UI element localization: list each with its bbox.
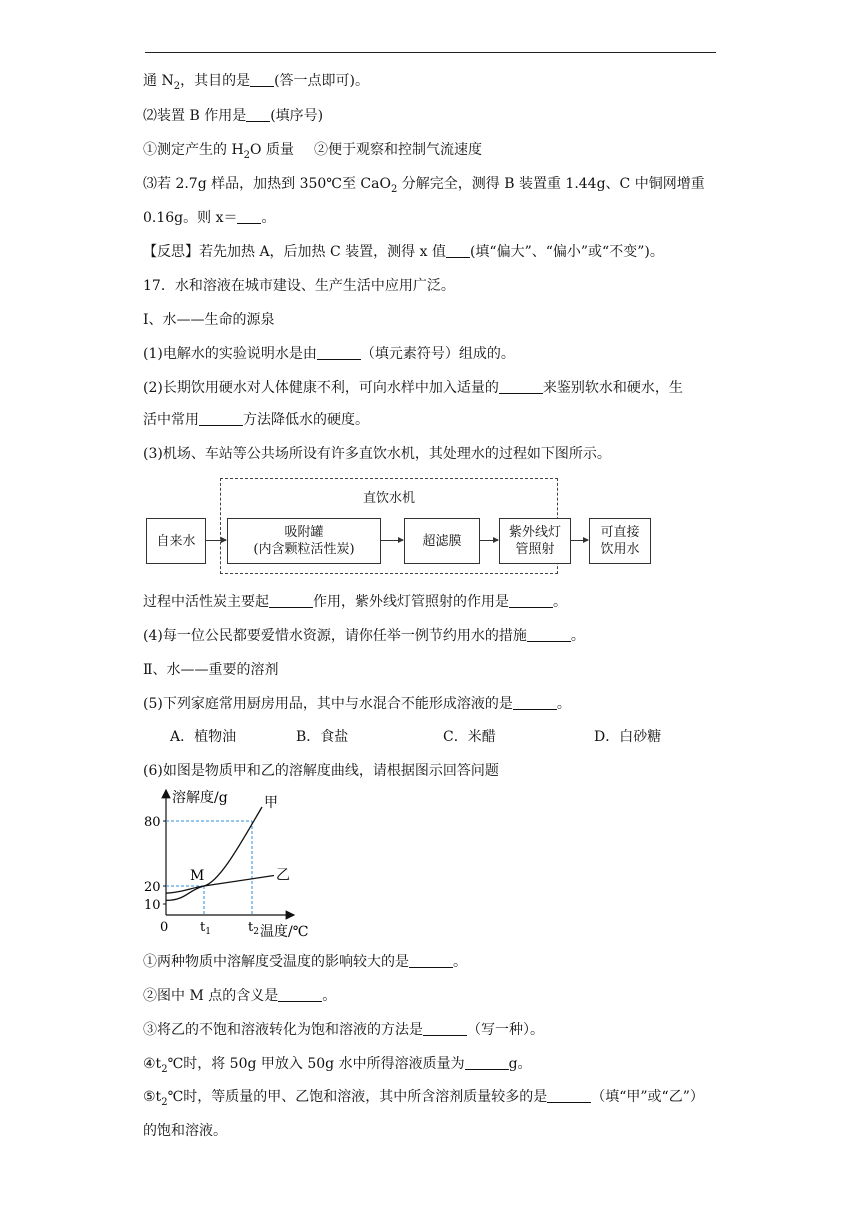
point-m-label: M <box>190 868 205 884</box>
option-a[interactable]: A．植物油 <box>170 729 237 745</box>
sub-question-1: ①两种物质中溶解度受温度的影响较大的是 。 <box>143 954 467 970</box>
question-17-title: 17．水和溶液在城市建设、生产生活中应用广泛。 <box>143 278 455 294</box>
text-line-6: 【反思】若先加热 A，后加热 C 装置，测得 x 值 (填“偏大”、“偏小”或“不变”)。 <box>143 244 664 260</box>
text-line-10: (2)长期饮用硬水对人体健康不利，可向水样中加入适量的 来鉴别软水和硬水，生 <box>143 380 683 396</box>
ultrafiltration-box: 超滤膜 <box>404 518 480 564</box>
answer-blank[interactable] <box>527 628 571 642</box>
text-line-16: (5)下列家庭常用厨房用品，其中与水混合不能形成溶液的是 。 <box>143 696 571 712</box>
section-2-heading: Ⅱ、水——重要的溶剂 <box>143 662 279 678</box>
answer-blank[interactable] <box>199 412 243 426</box>
answer-blank[interactable] <box>237 210 261 224</box>
answer-blank[interactable] <box>269 594 313 608</box>
solubility-chart <box>140 786 340 942</box>
answer-blank[interactable] <box>513 696 557 710</box>
arrow <box>479 540 498 541</box>
text-line-2: ⑵装置 B 作用是 (填序号) <box>143 108 324 124</box>
sub-question-2: ②图中 M 点的含义是 。 <box>143 988 337 1004</box>
text-line-12: (3)机场、车站等公共场所设有许多直饮水机，其处理水的过程如下图所示。 <box>143 446 611 462</box>
answer-blank[interactable] <box>499 380 543 394</box>
series-yi-curve <box>166 876 274 894</box>
machine-title: 直饮水机 <box>362 491 415 506</box>
answer-blank[interactable] <box>246 108 270 122</box>
x-tick-label: $t_2$ <box>248 920 259 937</box>
answer-blank[interactable] <box>509 594 553 608</box>
answer-blank[interactable] <box>547 1089 591 1103</box>
text-line-1: 通 $N_2$，其目的是 (答一点即可)。 <box>143 73 370 92</box>
text-line-11: 活中常用 方法降低水的硬度。 <box>143 412 369 428</box>
answer-blank[interactable] <box>465 1056 509 1070</box>
section-1-heading: Ⅰ、水——生命的源泉 <box>143 312 275 328</box>
text-line-4: ⑶若 2.7g 样品，加热到 350℃至 CaO$_2$ 分解完全，测得 B 装置重 1.44g、C 中铜网增重 <box>143 176 705 195</box>
sub-question-5: $⑤t_2℃$时，等质量的甲、乙饱和溶液，其中所含溶剂质量较多的是 （填“甲”或“乙”） <box>143 1089 704 1108</box>
x-tick-label: $t_1$ <box>200 920 211 937</box>
text-line-9: (1)电解水的实验说明水是由 （填元素符号）组成的。 <box>143 346 515 362</box>
uv-lamp-box: 紫外线灯 管照射 <box>499 518 571 564</box>
answer-blank[interactable] <box>250 73 274 87</box>
option-c[interactable]: C．米醋 <box>443 729 496 745</box>
text-line-5: 0.16g。则 x＝ 。 <box>143 210 276 226</box>
text-line-13: 过程中活性炭主要起 作用，紫外线灯管照射的作用是 。 <box>143 594 567 610</box>
y-axis-label: 溶解度/g <box>172 790 228 806</box>
answer-blank[interactable] <box>317 346 361 360</box>
y-tick-label: 20 <box>144 880 161 895</box>
y-tick-label: 10 <box>144 898 161 913</box>
arrow <box>570 540 588 541</box>
tap-water-box: 自来水 <box>146 518 206 564</box>
series-jia-label: 甲 <box>264 795 278 811</box>
origin-label: 0 <box>160 920 169 935</box>
series-yi-label: 乙 <box>276 867 290 884</box>
water-machine-flow-diagram <box>146 478 640 574</box>
arrow <box>205 540 226 541</box>
drinkable-water-box: 可直接 饮用水 <box>589 518 651 564</box>
sub-question-5-continued: 的饱和溶液。 <box>143 1123 227 1139</box>
arrow <box>380 540 403 541</box>
answer-blank[interactable] <box>446 244 470 258</box>
sub-question-3: ③将乙的不饱和溶液转化为饱和溶液的方法是 （写一种）。 <box>143 1022 544 1038</box>
x-axis-label: 温度/℃ <box>260 924 309 940</box>
options-row <box>170 728 730 746</box>
y-tick-label: 80 <box>144 815 161 830</box>
text-line-14: (4)每一位公民都要爱惜水资源，请你任举一例节约用水的措施 。 <box>143 628 585 644</box>
answer-blank[interactable] <box>409 954 453 968</box>
answer-blank[interactable] <box>278 988 322 1002</box>
top-rule <box>145 52 716 53</box>
answer-blank[interactable] <box>423 1022 467 1036</box>
option-d[interactable]: D．白砂糖 <box>594 729 662 745</box>
text-line-18: (6)如图是物质甲和乙的溶解度曲线，请根据图示回答问题 <box>143 763 499 779</box>
sub-question-4: $④t_2℃$时，将 50g 甲放入 50g 水中所得溶液质量为 g。 <box>143 1056 532 1075</box>
option-b[interactable]: B．食盐 <box>296 729 349 745</box>
adsorption-tank-box: 吸附罐 (内含颗粒活性炭) <box>227 518 381 564</box>
text-line-3: ①测定产生的 $H_2O$ 质量 ②便于观察和控制气流速度 <box>143 142 482 161</box>
